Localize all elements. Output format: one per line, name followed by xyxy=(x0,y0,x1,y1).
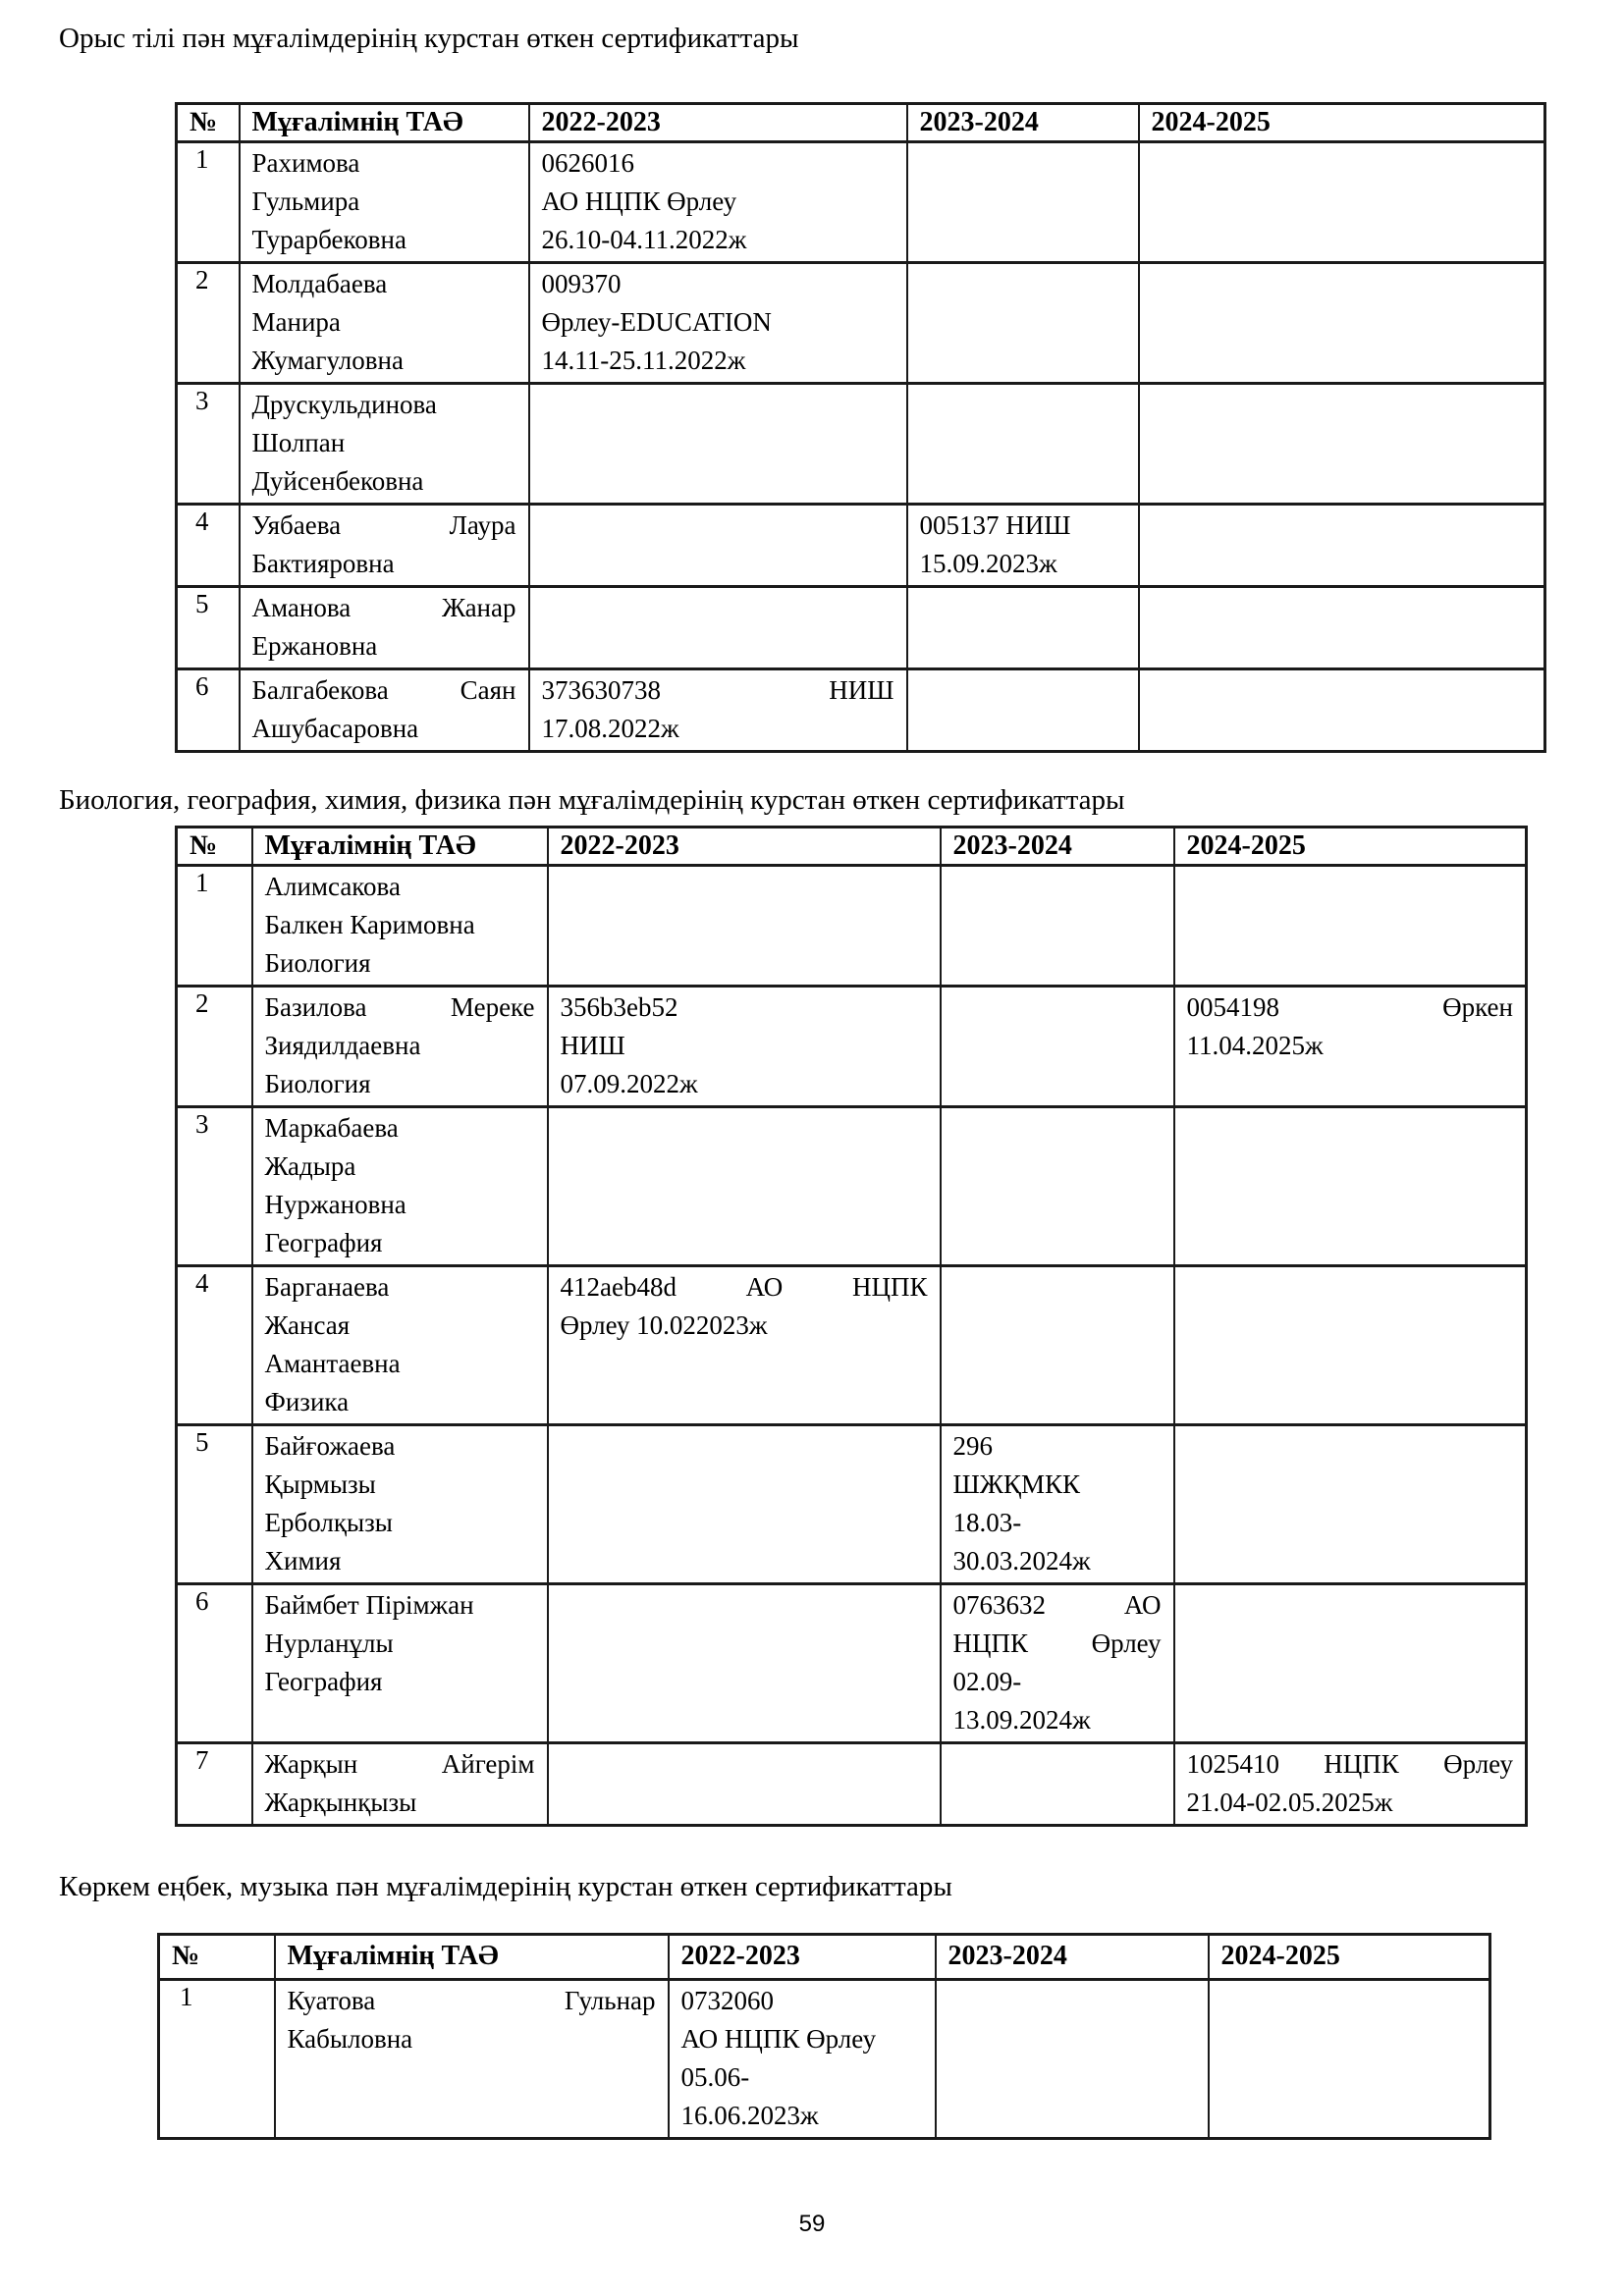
column-header: 2023-2024 xyxy=(907,104,1139,142)
cell-2023-2024 xyxy=(907,142,1139,263)
cell-text-line: Жансая xyxy=(264,1310,351,1340)
cell-2022-2023 xyxy=(548,1584,941,1743)
teacher-name-cell xyxy=(240,505,529,587)
cell-text-line: Жарқын Айгерім xyxy=(264,1749,535,1779)
cell-2022-2023 xyxy=(669,1980,936,2139)
cell-2024-2025 xyxy=(1174,1107,1527,1266)
cell-text-line: Ержановна xyxy=(251,631,378,661)
row-number-cell: 4 xyxy=(177,1266,252,1425)
cell-2023-2024 xyxy=(907,587,1139,669)
row-number-cell: 1 xyxy=(177,866,252,987)
row-number-cell: 7 xyxy=(177,1743,252,1826)
cell-text-line: Дуйсенбековна xyxy=(251,466,424,496)
cell-text-line: Жарқынқызы xyxy=(264,1788,417,1817)
certificates-table-science xyxy=(175,826,1528,1827)
cell-text-line: Байғожаева xyxy=(264,1431,396,1461)
section-title: Орыс тілі пән мұғалімдерінің курстан өткен сертификаттары xyxy=(59,23,799,54)
column-header: Мұғалімнің ТАӘ xyxy=(252,828,548,866)
row-number-cell: 6 xyxy=(177,669,240,752)
row-number-cell: 6 xyxy=(177,1584,252,1743)
teacher-name-cell xyxy=(252,1425,548,1584)
page-number: 59 xyxy=(798,2211,826,2237)
table-row xyxy=(177,587,1545,669)
row-number-cell: 2 xyxy=(177,263,240,384)
cell-text-line: 15.09.2023ж xyxy=(919,549,1057,578)
cell-2024-2025 xyxy=(1174,987,1527,1107)
teacher-name-cell xyxy=(240,142,529,263)
cell-2024-2025 xyxy=(1139,587,1545,669)
table-row xyxy=(177,1107,1527,1266)
cell-text-line: Рахимова xyxy=(251,148,360,178)
cell-text-line: Нуржановна xyxy=(264,1190,406,1219)
cell-text-line: 0626016 xyxy=(541,148,634,178)
table-row xyxy=(177,669,1545,752)
cell-text-line: Биология xyxy=(264,948,371,978)
column-header: 2024-2025 xyxy=(1139,104,1545,142)
cell-text-line: 296 xyxy=(952,1431,993,1461)
cell-text-line: Бактияровна xyxy=(251,549,395,578)
cell-text-line: Аманова Жанар xyxy=(251,593,516,622)
cell-text-line: Балгабекова Саян xyxy=(251,675,516,705)
teacher-name-cell xyxy=(275,1980,669,2139)
cell-text-line: 11.04.2025ж xyxy=(1186,1031,1324,1060)
column-header: № xyxy=(177,104,240,142)
cell-text-line: Шолпан xyxy=(251,428,346,457)
cell-text-line: 005137 НИШ xyxy=(919,510,1071,540)
cell-text-line: География xyxy=(264,1667,383,1696)
cell-text-line: Жадыра xyxy=(264,1151,356,1181)
cell-2023-2024 xyxy=(907,505,1139,587)
cell-2023-2024 xyxy=(941,1425,1174,1584)
cell-text-line: Биология xyxy=(264,1069,371,1098)
teacher-name-cell xyxy=(252,1584,548,1743)
column-header: Мұғалімнің ТАӘ xyxy=(275,1935,669,1980)
cell-text-line: География xyxy=(264,1228,383,1257)
cell-2023-2024 xyxy=(941,987,1174,1107)
cell-text-line: ШЖҚМКК xyxy=(952,1469,1080,1499)
cell-text-line: Друскульдинова xyxy=(251,390,437,419)
cell-text-line: 0763632 АО xyxy=(952,1590,1162,1620)
table-row xyxy=(177,384,1545,505)
cell-text-line: Куатова Гульнар xyxy=(287,1986,656,2015)
cell-2023-2024 xyxy=(941,1266,1174,1425)
row-number-cell: 2 xyxy=(177,987,252,1107)
cell-text-line: 05.06- xyxy=(680,2062,750,2092)
column-header: 2022-2023 xyxy=(548,828,941,866)
section-arts-music xyxy=(0,1827,1624,2140)
cell-2022-2023 xyxy=(529,505,907,587)
column-header: 2024-2025 xyxy=(1174,828,1527,866)
table-row xyxy=(177,142,1545,263)
cell-2024-2025 xyxy=(1139,384,1545,505)
cell-2022-2023 xyxy=(529,669,907,752)
cell-2022-2023 xyxy=(529,384,907,505)
cell-text-line: 009370 xyxy=(541,269,622,298)
cell-text-line: Маркабаева xyxy=(264,1113,399,1143)
cell-text-line: Гульмира xyxy=(251,187,360,216)
cell-text-line: Жумагуловна xyxy=(251,346,404,375)
cell-2023-2024 xyxy=(941,1107,1174,1266)
cell-text-line: НИШ xyxy=(560,1031,625,1060)
teacher-name-cell xyxy=(240,384,529,505)
cell-text-line: 02.09- xyxy=(952,1667,1022,1696)
cell-text-line: Балкен Каримовна xyxy=(264,910,475,939)
cell-2022-2023 xyxy=(548,1266,941,1425)
column-header: 2023-2024 xyxy=(941,828,1174,866)
cell-2022-2023 xyxy=(548,866,941,987)
table-row xyxy=(177,866,1527,987)
cell-2023-2024 xyxy=(941,1743,1174,1826)
cell-text-line: Өрлеу 10.022023ж xyxy=(560,1310,768,1340)
cell-2024-2025 xyxy=(1139,142,1545,263)
cell-text-line: 412aeb48d АО НЦПК xyxy=(560,1272,928,1302)
cell-text-line: 0054198 Өркен xyxy=(1186,992,1513,1022)
cell-2022-2023 xyxy=(548,987,941,1107)
cell-text-line: 356b3eb52 xyxy=(560,992,678,1022)
cell-text-line: Алимсакова xyxy=(264,872,401,901)
column-header: 2022-2023 xyxy=(669,1935,936,1980)
cell-text-line: Химия xyxy=(264,1546,342,1575)
row-number-cell: 1 xyxy=(177,142,240,263)
table-row xyxy=(177,1743,1527,1826)
row-number-cell: 5 xyxy=(177,587,240,669)
cell-2023-2024 xyxy=(941,866,1174,987)
teacher-name-cell xyxy=(240,587,529,669)
cell-2022-2023 xyxy=(529,587,907,669)
cell-2023-2024 xyxy=(907,263,1139,384)
header-row xyxy=(177,104,1545,142)
cell-2023-2024 xyxy=(941,1584,1174,1743)
table-row xyxy=(177,1584,1527,1743)
column-header: Мұғалімнің ТАӘ xyxy=(240,104,529,142)
table-row xyxy=(177,1425,1527,1584)
cell-2022-2023 xyxy=(529,263,907,384)
cell-text-line: Баймбет Пірімжан xyxy=(264,1590,474,1620)
row-number-cell: 5 xyxy=(177,1425,252,1584)
column-header: № xyxy=(177,828,252,866)
section-title: Биология, география, химия, физика пән мұғалімдерінің курстан өткен сертификаттары xyxy=(59,784,1125,816)
cell-text-line: Ерболқызы xyxy=(264,1508,393,1537)
row-number-cell: 1 xyxy=(159,1980,275,2139)
header-row xyxy=(177,828,1527,866)
section-russian-language xyxy=(0,0,1624,753)
cell-2024-2025 xyxy=(1174,1425,1527,1584)
cell-2023-2024 xyxy=(907,384,1139,505)
table-row xyxy=(177,1266,1527,1425)
cell-text-line: Нурланұлы xyxy=(264,1629,394,1658)
table-row xyxy=(159,1980,1490,2139)
cell-text-line: АО НЦПК Өрлеу xyxy=(680,2024,877,2054)
cell-text-line: Молдабаева xyxy=(251,269,388,298)
cell-2023-2024 xyxy=(907,669,1139,752)
cell-text-line: Физика xyxy=(264,1387,350,1416)
cell-text-line: 21.04-02.05.2025ж xyxy=(1186,1788,1393,1817)
cell-text-line: 13.09.2024ж xyxy=(952,1705,1091,1735)
cell-text-line: Базилова Мереке xyxy=(264,992,535,1022)
cell-text-line: 17.08.2022ж xyxy=(541,714,679,743)
cell-text-line: Манира xyxy=(251,307,341,337)
column-header: 2023-2024 xyxy=(936,1935,1209,1980)
cell-text-line: 16.06.2023ж xyxy=(680,2101,819,2130)
row-number-cell: 3 xyxy=(177,384,240,505)
cell-text-line: 1025410 НЦПК Өрлеу xyxy=(1186,1749,1513,1779)
cell-2022-2023 xyxy=(529,142,907,263)
cell-2024-2025 xyxy=(1174,1266,1527,1425)
cell-text-line: 30.03.2024ж xyxy=(952,1546,1091,1575)
teacher-name-cell xyxy=(240,669,529,752)
cell-text-line: 373630738 НИШ xyxy=(541,675,894,705)
cell-text-line: Уябаева Лаура xyxy=(251,510,516,540)
teacher-name-cell xyxy=(252,987,548,1107)
certificates-table-arts-music xyxy=(157,1933,1491,2140)
cell-2024-2025 xyxy=(1174,866,1527,987)
table-row xyxy=(177,505,1545,587)
teacher-name-cell xyxy=(252,1266,548,1425)
teacher-name-cell xyxy=(240,263,529,384)
cell-text-line: 07.09.2022ж xyxy=(560,1069,698,1098)
cell-text-line: Қырмызы xyxy=(264,1469,376,1499)
cell-2024-2025 xyxy=(1174,1584,1527,1743)
cell-text-line: Турарбековна xyxy=(251,225,406,254)
cell-text-line: НЦПК Өрлеу xyxy=(952,1629,1162,1658)
cell-text-line: Зиядилдаевна xyxy=(264,1031,421,1060)
section-science xyxy=(0,753,1624,1827)
cell-2024-2025 xyxy=(1139,505,1545,587)
table-row xyxy=(177,263,1545,384)
certificates-table-russian-language xyxy=(175,102,1546,753)
teacher-name-cell xyxy=(252,866,548,987)
cell-2024-2025 xyxy=(1174,1743,1527,1826)
row-number-cell: 4 xyxy=(177,505,240,587)
cell-2022-2023 xyxy=(548,1107,941,1266)
cell-2022-2023 xyxy=(548,1743,941,1826)
cell-text-line: Ашубасаровна xyxy=(251,714,419,743)
table-row xyxy=(177,987,1527,1107)
cell-text-line: 14.11-25.11.2022ж xyxy=(541,346,746,375)
cell-text-line: Өрлеу-EDUCATION xyxy=(541,307,772,337)
section-title: Көркем еңбек, музыка пән мұғалімдерінің курстан өткен сертификаттары xyxy=(59,1871,952,1902)
column-header: 2022-2023 xyxy=(529,104,907,142)
cell-text-line: Амантаевна xyxy=(264,1349,401,1378)
cell-2023-2024 xyxy=(936,1980,1209,2139)
cell-2024-2025 xyxy=(1139,263,1545,384)
cell-2024-2025 xyxy=(1209,1980,1490,2139)
cell-2022-2023 xyxy=(548,1425,941,1584)
header-row xyxy=(159,1935,1490,1980)
teacher-name-cell xyxy=(252,1107,548,1266)
cell-text-line: 0732060 xyxy=(680,1986,774,2015)
cell-text-line: Барганаева xyxy=(264,1272,390,1302)
cell-text-line: 18.03- xyxy=(952,1508,1022,1537)
cell-text-line: Кабыловна xyxy=(287,2024,413,2054)
cell-2024-2025 xyxy=(1139,669,1545,752)
teacher-name-cell xyxy=(252,1743,548,1826)
cell-text-line: 26.10-04.11.2022ж xyxy=(541,225,747,254)
row-number-cell: 3 xyxy=(177,1107,252,1266)
column-header: 2024-2025 xyxy=(1209,1935,1490,1980)
cell-text-line: АО НЦПК Өрлеу xyxy=(541,187,737,216)
column-header: № xyxy=(159,1935,275,1980)
